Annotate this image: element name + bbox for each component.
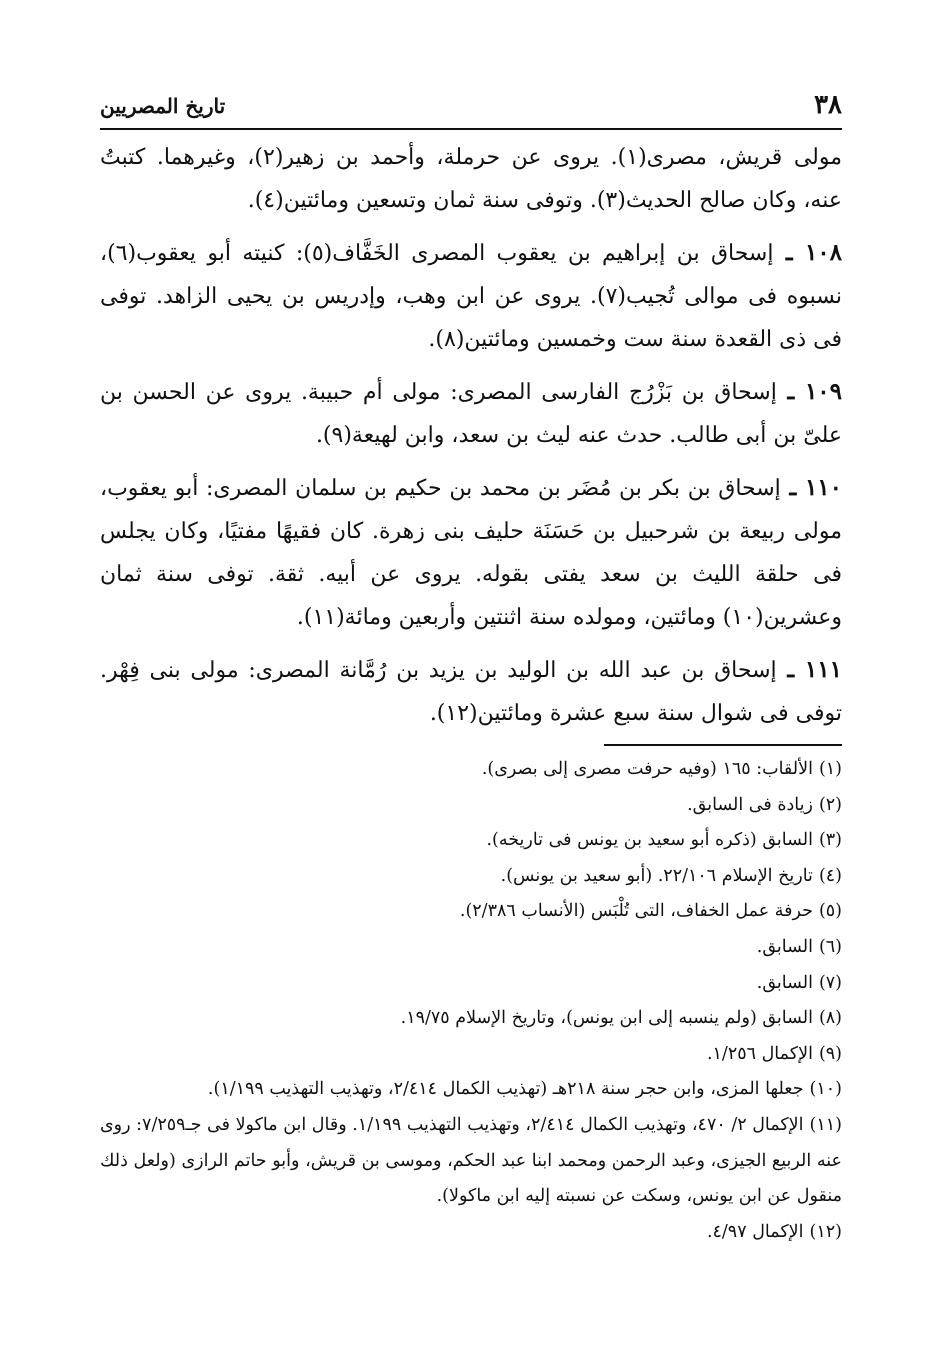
entry-number: ١٠٩ ـ	[777, 378, 842, 405]
running-title: تاريخ المصريين	[100, 94, 226, 118]
footnote-text: السابق (ذكره أبو سعيد بن يونس فى تاريخه).	[486, 830, 813, 851]
footnote	[100, 1215, 842, 1251]
footnote	[100, 966, 842, 1002]
page-number: ٣٨	[814, 90, 842, 120]
book-page	[100, 88, 842, 1250]
entry-108	[100, 231, 842, 361]
entry-111	[100, 648, 842, 735]
footnote-number: ( ٦ )	[819, 937, 842, 957]
entry-number: ١١١ ـ	[777, 656, 842, 683]
footnote-text: الألقاب: ١٦٥ (وفيه حرفت مصرى إلى بصرى).	[481, 759, 813, 779]
footnote-number: ( ٧ )	[819, 973, 842, 993]
entry-text: إسحاق بن بَزْرُج الفارسى المصرى: مولى أم حبيبة. يروى عن الحسن بن علىّ بن أبى طالب. حدث عنه ليث بن سعد، وابن لهيعة(٩).	[100, 380, 842, 448]
footnote-number: ( ٥ )	[819, 901, 842, 921]
footnote-number: ( ٤ )	[819, 866, 842, 886]
footnote	[100, 930, 842, 966]
footnote	[100, 823, 842, 859]
footnote	[100, 859, 842, 895]
footnote	[100, 1108, 842, 1215]
footnote	[100, 788, 842, 824]
footnote-text: جعلها المزى، وابن حجر سنة ٢١٨هـ (تهذيب الكمال ٢/٤١٤، وتهذيب التهذيب ١/١٩٩).	[207, 1079, 804, 1100]
footnote-text: زيادة فى السابق.	[687, 794, 813, 815]
entry-text: إسحاق بن بكر بن مُضَر بن محمد بن حكيم بن سلمان المصرى: أبو يعقوب، مولى ربيعة بن شرحبيل بن حَسَنَة حليف بنى زهرة. كان فقيهًا مفتيًا، وكان يجلس فى حلقة الليث بن سعد يفتى بقوله. يروى عن أبيه. ثقة. توفى سنة ثمان وعشرين(١٠) ومائتين، ومولده سنة اثنتين وأربعين ومائة(١١).	[100, 476, 842, 630]
footnote-number: ( ١١ )	[810, 1115, 842, 1135]
footnote-number: ( ١٠ )	[810, 1079, 842, 1099]
entry-110	[100, 466, 842, 639]
footnote-number: ( ٣ )	[819, 830, 842, 850]
footnote-text: حرفة عمل الخفاف، التى تُلْبَس (الأنساب ٢/٣٨٦).	[459, 901, 813, 922]
footnote-text: الإكمال ٤/٩٧.	[706, 1221, 804, 1242]
entry-number: ١٠٨ ـ	[773, 239, 842, 266]
footnote-number: ( ٢ )	[819, 795, 842, 815]
footnote-number: ( ١ )	[819, 759, 842, 779]
footnote-number: ( ١٢ )	[810, 1222, 842, 1242]
footnote	[100, 1037, 842, 1073]
footnote-number: ( ٩ )	[819, 1044, 842, 1064]
footnote-divider	[604, 744, 842, 746]
footnote-text: الإكمال ١/٢٥٦.	[706, 1043, 813, 1064]
entry-text: إسحاق بن إبراهيم بن يعقوب المصرى الخَفَّاف(٥): كنيته أبو يعقوب(٦)، نسبوه فى موالى تُجيب(٧). يروى عن ابن وهب، وإدريس بن يحيى الزاهد. توفى فى ذى القعدة سنة ست وخمسين ومائتين(٨).	[100, 241, 842, 352]
entry-number: ١١٠ ـ	[781, 474, 842, 501]
footnote-text: السابق (ولم ينسبه إلى ابن يونس)، وتاريخ الإسلام ١٩/٧٥.	[400, 1008, 813, 1029]
page-header	[100, 88, 842, 130]
footnote-text: السابق.	[756, 972, 813, 993]
footnote-text: السابق.	[756, 936, 813, 957]
paragraph-text: مولى قريش، مصرى(١). يروى عن حرملة، وأحمد بن زهير(٢)، وغيرهما. كتبتُ عنه، وكان صالح الحديث(٣). وتوفى سنة ثمان وتسعين ومائتين(٤).	[100, 145, 843, 213]
paragraph-continuation	[100, 136, 842, 222]
footnote	[100, 1072, 842, 1108]
footnote-text: الإكمال ٢/ ٤٧٠، وتهذيب الكمال ٢/٤١٤، وتهذيب التهذيب ١/١٩٩. وقال ابن ماكولا فى جـ٧/٢٥٩: روى عنه الربيع الجيزى، وعبد الرحمن ومحمد ابنا عبد الحكم، وموسى بن قريش، وأبو حاتم الرازى (ولعل ذلك منقول عن ابن يونس، وسكت عن نسبته إليه ابن ماكولا).	[99, 1114, 842, 1207]
entry-109	[100, 370, 842, 457]
entry-text: إسحاق بن عبد الله بن الوليد بن يزيد بن رُمَّانة المصرى: مولى بنى فِهْر. توفى فى شوال سنة سبع عشرة ومائتين(١٢).	[100, 658, 842, 726]
footnote	[100, 894, 842, 930]
footnotes-list	[100, 752, 842, 1250]
footnote-number: ( ٨ )	[819, 1008, 842, 1028]
main-text	[100, 136, 842, 735]
footnote-text: تاريخ الإسلام ٢٢/١٠٦. (أبو سعيد بن يونس).	[500, 865, 813, 886]
footnote	[100, 752, 842, 788]
footnote	[100, 1001, 842, 1037]
